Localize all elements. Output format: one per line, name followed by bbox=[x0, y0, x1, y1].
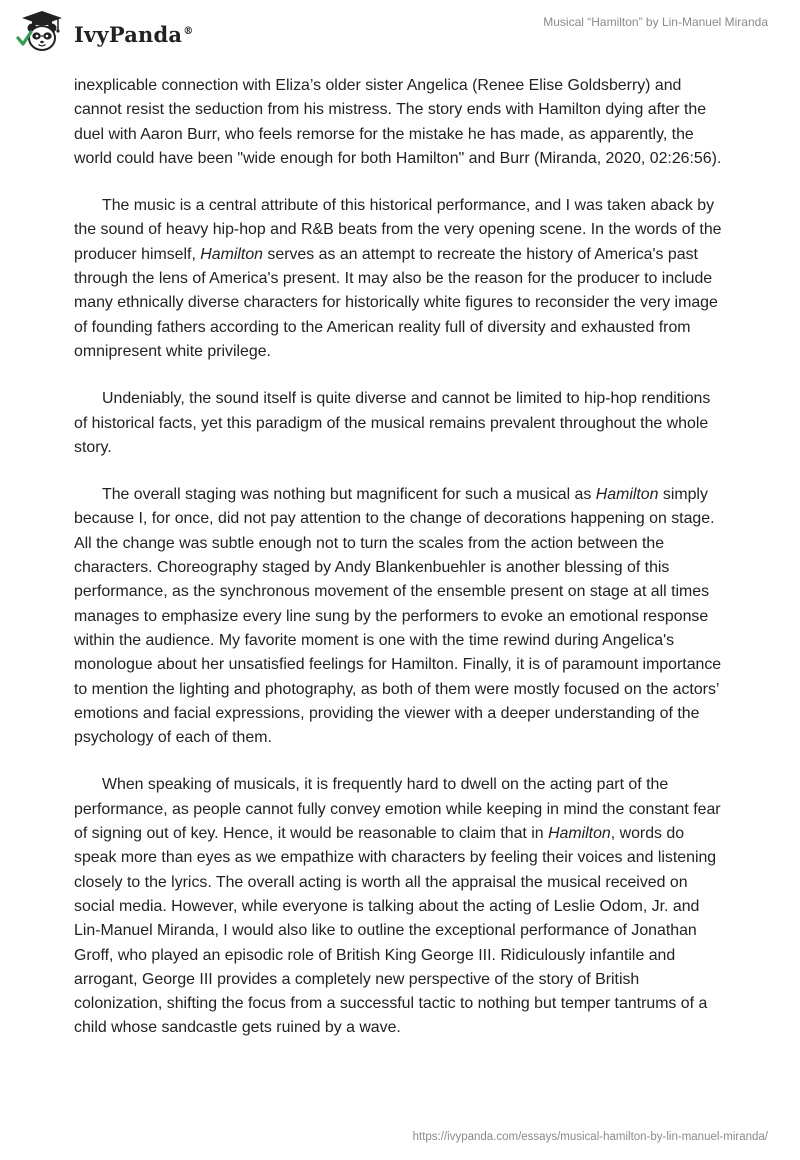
paragraph-5-title-italic: Hamilton bbox=[548, 825, 611, 843]
paragraph-5 bbox=[74, 773, 726, 1040]
brand-name bbox=[74, 22, 193, 47]
paragraph-1: inexplicable connection with Eliza’s older sister Angelica (Renee Elise Goldsberry) and cannot resist the seduction from his mistress. The story ends with Hamilton dying after the duel with Aaron Burr, who feels remorse for the mistake he has made, as apparently, the world could have been "wide enough for both Hamilton" and Burr (Miranda, 2020, 02:26:56). bbox=[74, 77, 722, 167]
paragraph-4-title-italic: Hamilton bbox=[595, 486, 659, 504]
paragraph-2-title-italic: Hamilton bbox=[200, 245, 263, 263]
paragraph-2 bbox=[74, 194, 726, 364]
page-header bbox=[0, 0, 800, 72]
paragraph-4-part-b: simply because I, for once, did not pay attention to the change of decorations happening on stage. All the change was subtle enough not to turn the scales from the action between the characters. Choreography staged by Andy Blankenbuehler is another blessing of this performance, as the synchronous movement of the ensemble present on stage at all times manages to emphasize every line sung by the performers to evoke an emotional response within the audience. My favorite moment is one with the time rewind during Angelica's monologue about her unsatisfied feelings for Hamilton. Finally, it is of paramount importance to mention the lighting and photography, as both of them were mostly focused on the actors’ emotions and facial expressions, providing the viewer with a deeper understanding of the psychology of each of them. bbox=[74, 486, 722, 747]
paragraph-3: Undeniably, the sound itself is quite diverse and cannot be limited to hip-hop renditions of historical facts, yet this paradigm of the musical remains prevalent throughout the whole story. bbox=[74, 390, 711, 456]
document-title: Musical “Hamilton” by Lin-Manuel Miranda bbox=[543, 15, 768, 29]
brand-logo[interactable] bbox=[14, 8, 193, 56]
essay-body bbox=[74, 74, 726, 1064]
registered-mark: ® bbox=[183, 25, 194, 37]
paragraph-2-part-a: The music is a central attribute of this historical performance, and I was taken aback by the sound of heavy hip-hop and R&B beats from the very opening scene. In the words of the producer himself, bbox=[74, 197, 722, 263]
paragraph-4 bbox=[74, 483, 726, 750]
paragraph-4-part-a: The overall staging was nothing but magnificent for such a musical as bbox=[102, 486, 596, 504]
paragraph-5-part-a: When speaking of musicals, it is frequently hard to dwell on the acting part of the performance, as people cannot fully convey emotion while keeping in mind the constant fear of signing out of key. Hence, it would be reasonable to claim that in bbox=[74, 776, 721, 843]
panda-graduate-logo-icon bbox=[14, 8, 70, 56]
brand-name-text: IvyPanda bbox=[74, 21, 183, 47]
source-url[interactable]: https://ivypanda.com/essays/musical-hamilton-by-lin-manuel-miranda/ bbox=[412, 1131, 768, 1143]
paragraph-5-part-b: , words do speak more than eyes as we empathize with characters by feeling their voices and listening closely to the lyrics. The overall acting is worth all the appraisal the musical received on social media. However, while everyone is talking about the acting of Leslie Odom, Jr. and Lin-Manuel Miranda, I would also like to outline the exceptional performance of Jonathan Groff, who played an episodic role of British King George III. Ridiculously infantile and arrogant, George III provides a completely new perspective of the story of British colonization, shifting the focus from a successful tactic to nothing but temper tantrums of a child whose sandcastle gets ruined by a wave. bbox=[74, 825, 717, 1037]
paragraph-2-part-b: serves as an attempt to recreate the history of America's past through the lens of America's present. It may also be the reason for the producer to include many ethnically diverse characters for historically white figures to reconsider the very image of founding fathers according to the American reality full of diversity and exhausted from omnipresent white privilege. bbox=[74, 245, 718, 360]
